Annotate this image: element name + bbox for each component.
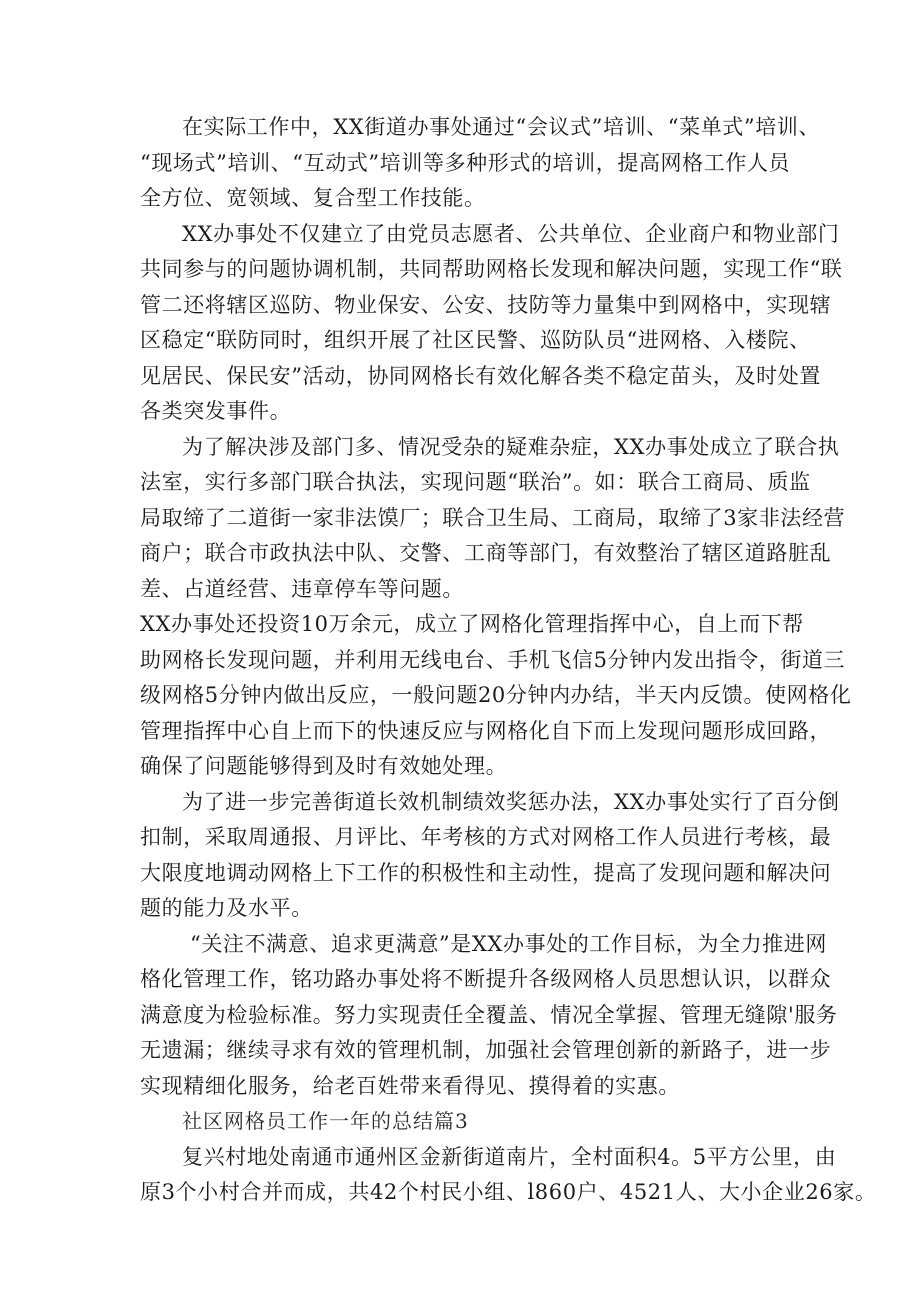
- section-heading: 社区网格员工作一年的总结篇3: [182, 1109, 469, 1133]
- paragraph-line: XX办事处不仅建立了由党员志愿者、公共单位、企业商户和物业部门: [182, 221, 840, 246]
- paragraph-line: 确保了问题能够得到及时有效她处理。: [140, 754, 508, 778]
- paragraph-line: 各类突发事件。: [140, 399, 292, 423]
- paragraph-satisfaction: [140, 927, 838, 1105]
- paragraph-village-intro: [140, 1140, 877, 1211]
- paragraph-line: XX办事处还投资10万余元，成立了网格化管理指挥中心，自上而下帮: [140, 612, 804, 636]
- paragraph-line: 扣制，采取周通报、月评比、年考核的方式对网格工作人员进行考核，最: [140, 825, 832, 849]
- paragraph-line: 原3个小村合并而成，共42个村民小组、l860户、4521人、大小企业26家。: [140, 1180, 877, 1204]
- paragraph-line: 实现精细化服务，给老百姓带来看得见、摸得着的实惠。: [140, 1073, 680, 1098]
- paragraph-line: 大限度地调动网格上下工作的积极性和主动性，提高了发现问题和解决问: [140, 860, 832, 885]
- paragraph-line: 为了进一步完善街道长效机制绩效奖惩办法，XX办事处实行了百分倒: [182, 789, 840, 814]
- document-page: [140, 110, 877, 1211]
- paragraph-line: 局取缔了二道街一家非法馍厂；联合卫生局、工商局，取缔了3家非法经营: [140, 505, 846, 530]
- paragraph-line: 无遗漏；继续寻求有效的管理机制，加强社会管理创新的新路子，进一步: [140, 1038, 832, 1062]
- paragraph-line: 共同参与的问题协调机制，共同帮助网格长发现和解决问题，实现工作“联: [140, 257, 843, 281]
- paragraph-line: 见居民、保民安”活动，协同网格长有效化解各类不稳定苗头，及时处置: [140, 363, 821, 388]
- paragraph-line: 助网格长发现问题，并利用无线电台、手机飞信5分钟内发出指令，街道三: [140, 647, 846, 672]
- paragraph-line: “现场式”培训、“互动式”培训等多种形式的培训，提高网格工作人员: [140, 150, 791, 175]
- paragraph-line: “关注不满意、追求更满意”是XX办事处的工作目标，为全力推进网: [190, 931, 827, 956]
- paragraph-line: 题的能力及水平。: [140, 896, 313, 920]
- paragraph-line: 管理指挥中心自上而下的快速反应与网格化自下而上发现问题形成回路，: [140, 718, 832, 743]
- paragraph-line: 法室，实行多部门联合执法，实现问题“联治”。如：联合工商局、质监: [140, 470, 811, 494]
- paragraph-coordination: [140, 217, 843, 430]
- paragraph-line: 全方位、宽领域、复合型工作技能。: [140, 186, 486, 210]
- paragraph-joint-enforcement: [140, 430, 846, 608]
- paragraph-line: 复兴村地处南通市通州区金新街道南片，全村面积4。5平方公里，由: [182, 1144, 837, 1169]
- paragraph-line: 差、占道经营、违章停车等问题。: [140, 576, 464, 601]
- paragraph-line: 为了解决涉及部门多、情况受杂的疑难杂症，XX办事处成立了联合执: [182, 434, 840, 459]
- paragraph-line: 商户；联合市政执法中队、交警、工商等部门，有效整治了辖区道路脏乱: [140, 541, 832, 565]
- paragraph-line: 在实际工作中，XX街道办事处通过“会议式”培训、“菜单式”培训、: [182, 115, 821, 139]
- paragraph-training: [140, 110, 820, 217]
- paragraph-line: 管二还将辖区巡防、物业保安、公安、技防等力量集中到网格中，实现辖: [140, 292, 832, 317]
- paragraph-line: 区稳定“联防同时，组织开展了社区民警、巡防队员“进网格、入楼院、: [140, 328, 811, 352]
- paragraph-command-center: [140, 607, 852, 785]
- paragraph-line: 满意度为检验标准。努力实现责任全覆盖、情况全掌握、管理无缝隙'服务: [140, 1002, 838, 1027]
- paragraph-line: 级网格5分钟内做出反应，一般问题20分钟内办结，半天内反馈。使网格化: [140, 683, 852, 707]
- paragraph-line: 格化管理工作，铭功路办事处将不断提升各级网格人员思想认识，以群众: [140, 967, 832, 991]
- paragraph-assessment: [140, 785, 840, 927]
